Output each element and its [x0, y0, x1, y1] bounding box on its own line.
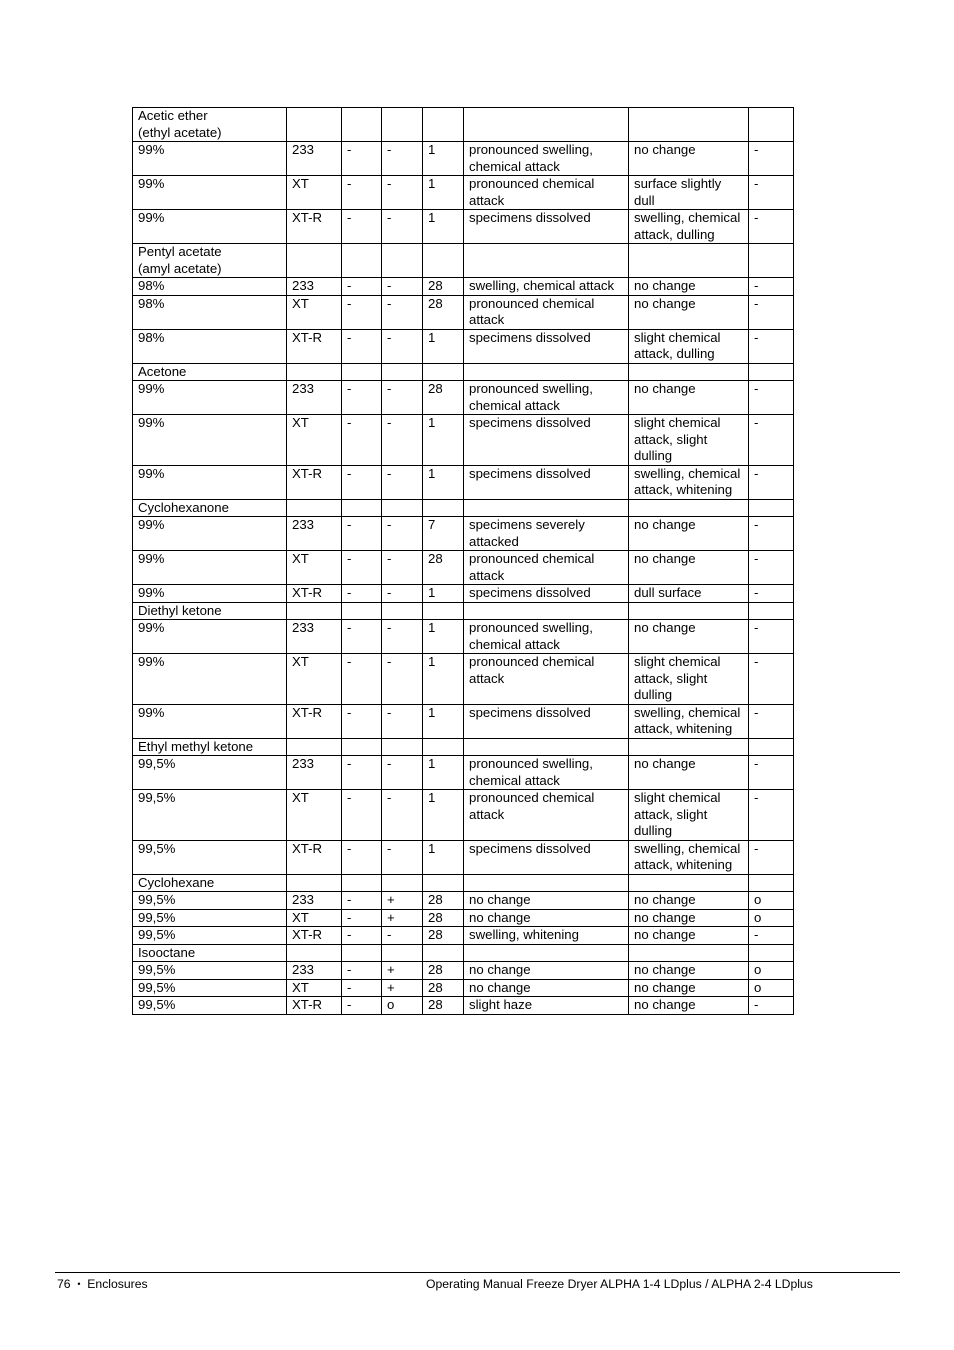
table-cell: -: [382, 142, 423, 176]
table-cell: 233: [287, 892, 342, 910]
table-cell: Ethyl methyl ketone: [133, 738, 287, 756]
table-cell: +: [382, 979, 423, 997]
table-cell: 1: [423, 704, 464, 738]
table-row: [133, 927, 794, 945]
table-cell: [749, 738, 794, 756]
table-cell: -: [342, 465, 382, 499]
table-cell: 1: [423, 210, 464, 244]
table-row: [133, 176, 794, 210]
table-cell: specimens dissolved: [464, 585, 629, 603]
table-cell: slight chemical attack, slight dulling: [629, 790, 749, 841]
table-row: [133, 517, 794, 551]
table-cell: [423, 108, 464, 142]
table-cell: no change: [629, 909, 749, 927]
table-cell: Pentyl acetate (amyl acetate): [133, 244, 287, 278]
table-cell: -: [342, 295, 382, 329]
table-cell: specimens dissolved: [464, 465, 629, 499]
table-cell: -: [342, 962, 382, 980]
table-cell: o: [749, 979, 794, 997]
table-cell: 28: [423, 997, 464, 1015]
table-cell: XT: [287, 176, 342, 210]
table-row: [133, 704, 794, 738]
table-cell: -: [749, 210, 794, 244]
table-cell: -: [382, 329, 423, 363]
table-cell: pronounced swelling, chemical attack: [464, 142, 629, 176]
section-name: Enclosures: [87, 1277, 148, 1291]
table-cell: -: [749, 927, 794, 945]
table-cell: 1: [423, 756, 464, 790]
table-cell: [382, 602, 423, 620]
table-cell: 99,5%: [133, 909, 287, 927]
table-row: [133, 295, 794, 329]
table-cell: no change: [629, 295, 749, 329]
table-cell: swelling, chemical attack, whitening: [629, 840, 749, 874]
table-row: [133, 620, 794, 654]
table-cell: no change: [629, 620, 749, 654]
table-cell: [464, 244, 629, 278]
table-cell: -: [382, 704, 423, 738]
table-row: [133, 381, 794, 415]
table-cell: -: [382, 278, 423, 296]
table-cell: pronounced swelling, chemical attack: [464, 756, 629, 790]
table-cell: 99%: [133, 415, 287, 466]
table-cell: 1: [423, 415, 464, 466]
table-cell: -: [342, 585, 382, 603]
table-cell: -: [749, 176, 794, 210]
table-cell: 99,5%: [133, 997, 287, 1015]
table-cell: [749, 108, 794, 142]
table-cell: Cyclohexane: [133, 874, 287, 892]
table-cell: specimens dissolved: [464, 210, 629, 244]
table-cell: -: [749, 465, 794, 499]
table-row: [133, 142, 794, 176]
table-cell: no change: [629, 278, 749, 296]
table-cell: [749, 244, 794, 278]
table-row: [133, 909, 794, 927]
table-row: [133, 210, 794, 244]
table-cell: -: [749, 756, 794, 790]
table-cell: -: [342, 840, 382, 874]
table-cell: XT-R: [287, 927, 342, 945]
table-cell: -: [749, 517, 794, 551]
table-cell: +: [382, 892, 423, 910]
table-cell: [749, 944, 794, 962]
table-cell: 28: [423, 979, 464, 997]
table-cell: [382, 363, 423, 381]
table-cell: 99,5%: [133, 840, 287, 874]
table-cell: -: [749, 278, 794, 296]
table-cell: 28: [423, 892, 464, 910]
table-cell: Cyclohexanone: [133, 499, 287, 517]
table-cell: specimens dissolved: [464, 704, 629, 738]
table-cell: 28: [423, 909, 464, 927]
table-cell: swelling, chemical attack, whitening: [629, 704, 749, 738]
table-cell: -: [342, 927, 382, 945]
table-cell: pronounced chemical attack: [464, 176, 629, 210]
table-cell: [749, 499, 794, 517]
table-row: [133, 415, 794, 466]
table-cell: -: [382, 790, 423, 841]
table-row: [133, 840, 794, 874]
table-cell: 99%: [133, 176, 287, 210]
table-cell: o: [749, 962, 794, 980]
table-cell: 1: [423, 465, 464, 499]
table-cell: -: [749, 295, 794, 329]
table-cell: [342, 874, 382, 892]
table-cell: 98%: [133, 278, 287, 296]
table-cell: -: [749, 840, 794, 874]
table-cell: o: [749, 892, 794, 910]
table-cell: no change: [464, 979, 629, 997]
table-cell: -: [342, 756, 382, 790]
table-cell: dull surface: [629, 585, 749, 603]
table-cell: XT: [287, 790, 342, 841]
table-cell: [342, 244, 382, 278]
table-cell: [342, 944, 382, 962]
table-cell: -: [382, 295, 423, 329]
table-cell: no change: [629, 756, 749, 790]
table-cell: 7: [423, 517, 464, 551]
table-row: [133, 962, 794, 980]
table-cell: -: [342, 278, 382, 296]
table-cell: no change: [629, 551, 749, 585]
table-cell: -: [749, 790, 794, 841]
table-cell: [342, 499, 382, 517]
table-cell: 1: [423, 176, 464, 210]
table-cell: [464, 738, 629, 756]
table-cell: -: [342, 654, 382, 705]
table-cell: 99%: [133, 585, 287, 603]
table-cell: swelling, chemical attack, whitening: [629, 465, 749, 499]
substance-header-row: [133, 499, 794, 517]
table-cell: -: [382, 517, 423, 551]
table-cell: [342, 738, 382, 756]
bullet-separator: •: [77, 1279, 81, 1289]
table-cell: slight haze: [464, 997, 629, 1015]
table-cell: 99%: [133, 654, 287, 705]
table-cell: -: [382, 927, 423, 945]
table-cell: [423, 244, 464, 278]
table-row: [133, 790, 794, 841]
table-cell: 99%: [133, 210, 287, 244]
table-cell: -: [382, 654, 423, 705]
table-cell: 28: [423, 278, 464, 296]
table-cell: -: [342, 704, 382, 738]
table-cell: -: [382, 585, 423, 603]
table-cell: 99%: [133, 465, 287, 499]
table-cell: pronounced chemical attack: [464, 654, 629, 705]
table-cell: [287, 108, 342, 142]
table-cell: [749, 363, 794, 381]
table-cell: [342, 108, 382, 142]
table-cell: 99%: [133, 551, 287, 585]
table-cell: no change: [629, 997, 749, 1015]
table-cell: [287, 602, 342, 620]
table-cell: -: [749, 654, 794, 705]
table-cell: -: [342, 142, 382, 176]
table-cell: 99,5%: [133, 892, 287, 910]
table-cell: specimens dissolved: [464, 415, 629, 466]
table-cell: -: [749, 551, 794, 585]
table-cell: 28: [423, 295, 464, 329]
substance-header-row: [133, 602, 794, 620]
table-cell: -: [382, 176, 423, 210]
table-cell: specimens severely attacked: [464, 517, 629, 551]
table-cell: [342, 363, 382, 381]
table-cell: -: [342, 620, 382, 654]
table-cell: [629, 602, 749, 620]
table-cell: 99,5%: [133, 927, 287, 945]
table-cell: pronounced chemical attack: [464, 551, 629, 585]
table-cell: 99,5%: [133, 790, 287, 841]
table-cell: -: [342, 381, 382, 415]
table-cell: no change: [629, 927, 749, 945]
table-cell: pronounced swelling, chemical attack: [464, 620, 629, 654]
table-cell: -: [749, 329, 794, 363]
table-cell: [287, 363, 342, 381]
table-cell: -: [749, 620, 794, 654]
table-cell: [382, 944, 423, 962]
table-cell: -: [749, 997, 794, 1015]
table-body: [133, 108, 794, 1015]
table-cell: [629, 363, 749, 381]
table-cell: -: [342, 979, 382, 997]
table-cell: [423, 944, 464, 962]
table-cell: [287, 244, 342, 278]
table-cell: [423, 738, 464, 756]
table-cell: 98%: [133, 329, 287, 363]
footer-left: [57, 1277, 148, 1291]
table-cell: 98%: [133, 295, 287, 329]
table-cell: 233: [287, 620, 342, 654]
table-cell: [629, 244, 749, 278]
table-row: [133, 756, 794, 790]
table-cell: -: [382, 620, 423, 654]
table-cell: -: [342, 210, 382, 244]
table-cell: XT-R: [287, 210, 342, 244]
substance-header-row: [133, 108, 794, 142]
table-cell: +: [382, 962, 423, 980]
table-cell: -: [749, 415, 794, 466]
table-cell: surface slightly dull: [629, 176, 749, 210]
table-cell: XT: [287, 551, 342, 585]
table-cell: 99%: [133, 704, 287, 738]
table-cell: 99%: [133, 381, 287, 415]
table-cell: 1: [423, 654, 464, 705]
table-cell: 99,5%: [133, 979, 287, 997]
table-cell: XT: [287, 295, 342, 329]
page-footer: [55, 1272, 900, 1291]
table-cell: Acetone: [133, 363, 287, 381]
table-cell: XT: [287, 909, 342, 927]
table-cell: 28: [423, 927, 464, 945]
table-cell: [629, 108, 749, 142]
table-cell: [342, 602, 382, 620]
table-row: [133, 465, 794, 499]
table-cell: [287, 874, 342, 892]
table-cell: -: [342, 551, 382, 585]
table-row: [133, 329, 794, 363]
table-cell: [382, 874, 423, 892]
table-row: [133, 979, 794, 997]
table-cell: [382, 108, 423, 142]
table-cell: [464, 602, 629, 620]
table-cell: -: [382, 381, 423, 415]
table-cell: -: [749, 585, 794, 603]
table-cell: pronounced chemical attack: [464, 295, 629, 329]
table-cell: XT: [287, 979, 342, 997]
table-row: [133, 278, 794, 296]
table-cell: -: [382, 210, 423, 244]
table-cell: [464, 874, 629, 892]
table-cell: [464, 499, 629, 517]
table-cell: 1: [423, 585, 464, 603]
substance-header-row: [133, 944, 794, 962]
table-cell: 1: [423, 620, 464, 654]
table-cell: Acetic ether (ethyl acetate): [133, 108, 287, 142]
table-row: [133, 551, 794, 585]
table-cell: -: [382, 415, 423, 466]
table-cell: -: [749, 381, 794, 415]
chemical-resistance-table: [132, 107, 794, 1015]
table-cell: 99%: [133, 620, 287, 654]
table-cell: XT-R: [287, 840, 342, 874]
table-cell: pronounced chemical attack: [464, 790, 629, 841]
table-cell: no change: [464, 892, 629, 910]
table-cell: [382, 738, 423, 756]
table-cell: XT: [287, 654, 342, 705]
table-cell: o: [749, 909, 794, 927]
table-cell: [423, 874, 464, 892]
table-cell: [464, 363, 629, 381]
table-cell: slight chemical attack, slight dulling: [629, 654, 749, 705]
table-row: [133, 892, 794, 910]
table-cell: -: [749, 704, 794, 738]
table-cell: -: [342, 517, 382, 551]
table-cell: [629, 738, 749, 756]
table-cell: -: [342, 892, 382, 910]
table-cell: 99,5%: [133, 756, 287, 790]
table-cell: swelling, chemical attack: [464, 278, 629, 296]
table-cell: no change: [629, 142, 749, 176]
table-cell: -: [342, 415, 382, 466]
table-cell: -: [342, 790, 382, 841]
table-cell: 1: [423, 840, 464, 874]
table-row: [133, 654, 794, 705]
table-cell: 233: [287, 517, 342, 551]
substance-header-row: [133, 244, 794, 278]
table-cell: swelling, chemical attack, dulling: [629, 210, 749, 244]
table-cell: 28: [423, 962, 464, 980]
table-cell: pronounced swelling, chemical attack: [464, 381, 629, 415]
table-cell: [464, 108, 629, 142]
table-cell: 233: [287, 142, 342, 176]
table-cell: [423, 499, 464, 517]
table-cell: Diethyl ketone: [133, 602, 287, 620]
table-cell: no change: [629, 517, 749, 551]
table-cell: 1: [423, 329, 464, 363]
table-cell: [629, 944, 749, 962]
table-cell: Isooctane: [133, 944, 287, 962]
table-cell: no change: [464, 909, 629, 927]
table-cell: [629, 499, 749, 517]
table-row: [133, 585, 794, 603]
table-cell: 233: [287, 278, 342, 296]
table-cell: XT: [287, 415, 342, 466]
table-cell: [749, 602, 794, 620]
table-cell: 233: [287, 756, 342, 790]
table-cell: swelling, whitening: [464, 927, 629, 945]
table-cell: [629, 874, 749, 892]
table-cell: no change: [629, 962, 749, 980]
manual-title: Operating Manual Freeze Dryer ALPHA 1-4 LDplus / ALPHA 2-4 LDplus: [426, 1277, 813, 1291]
table-cell: XT-R: [287, 704, 342, 738]
table-cell: [423, 602, 464, 620]
table-cell: no change: [464, 962, 629, 980]
table-cell: specimens dissolved: [464, 840, 629, 874]
table-cell: XT-R: [287, 329, 342, 363]
table-cell: 233: [287, 962, 342, 980]
table-cell: o: [382, 997, 423, 1015]
table-cell: -: [382, 756, 423, 790]
table-cell: [287, 499, 342, 517]
table-cell: [287, 738, 342, 756]
table-cell: -: [382, 465, 423, 499]
table-cell: 28: [423, 381, 464, 415]
table-cell: 28: [423, 551, 464, 585]
table-cell: [464, 944, 629, 962]
table-cell: 99%: [133, 517, 287, 551]
table-cell: specimens dissolved: [464, 329, 629, 363]
table-cell: [287, 944, 342, 962]
table-cell: 1: [423, 142, 464, 176]
table-cell: XT-R: [287, 465, 342, 499]
table-cell: no change: [629, 979, 749, 997]
table-cell: 233: [287, 381, 342, 415]
table-cell: no change: [629, 381, 749, 415]
table-cell: no change: [629, 892, 749, 910]
table-cell: XT-R: [287, 585, 342, 603]
substance-header-row: [133, 874, 794, 892]
substance-header-row: [133, 363, 794, 381]
table-cell: 1: [423, 790, 464, 841]
page-number: 76: [57, 1277, 71, 1291]
table-cell: [749, 874, 794, 892]
table-cell: [382, 499, 423, 517]
table-cell: 99%: [133, 142, 287, 176]
table-cell: -: [342, 909, 382, 927]
table-cell: slight chemical attack, dulling: [629, 329, 749, 363]
table-cell: [423, 363, 464, 381]
table-cell: -: [342, 997, 382, 1015]
table-cell: -: [342, 329, 382, 363]
table-cell: [382, 244, 423, 278]
table-cell: 99,5%: [133, 962, 287, 980]
table-row: [133, 997, 794, 1015]
substance-header-row: [133, 738, 794, 756]
table-cell: -: [382, 840, 423, 874]
table-cell: -: [749, 142, 794, 176]
table-cell: XT-R: [287, 997, 342, 1015]
table-cell: slight chemical attack, slight dulling: [629, 415, 749, 466]
table-cell: -: [342, 176, 382, 210]
table-cell: +: [382, 909, 423, 927]
table-cell: -: [382, 551, 423, 585]
